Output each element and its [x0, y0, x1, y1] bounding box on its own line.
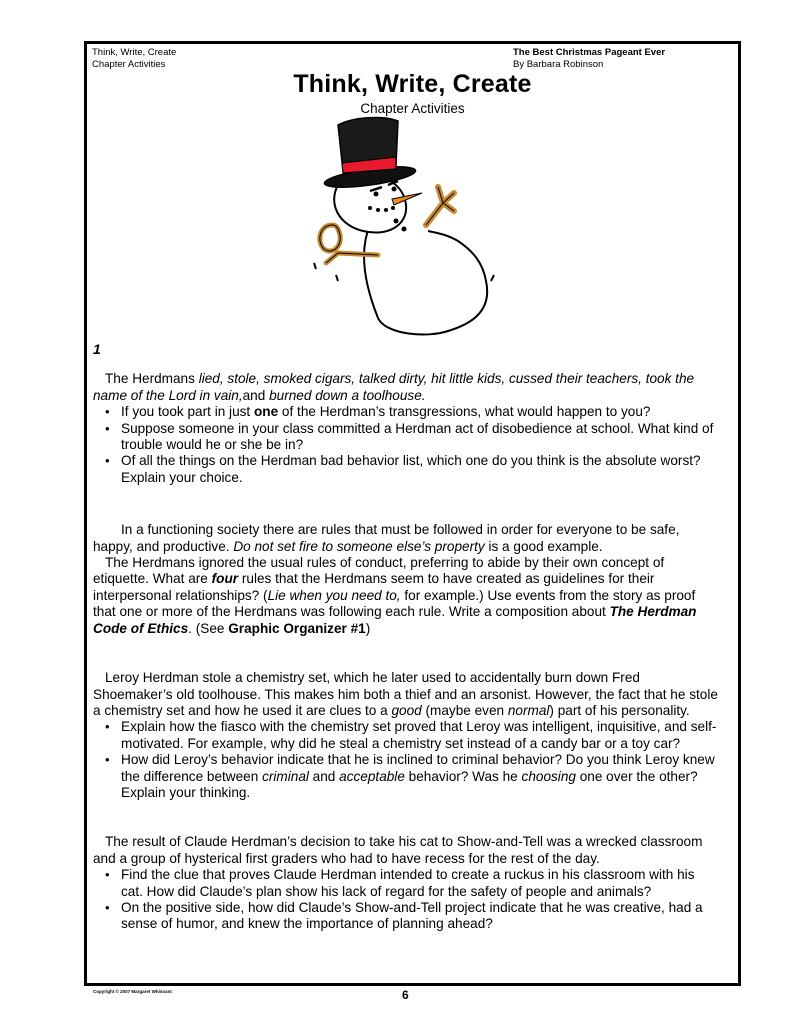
claude-cat-paragraph: The result of Claude Herdman’s decision to take his cat to Show-and-Tell was a wrecked classroom and a group of hysterical first graders who had to have recess for the rest of the day. — [93, 834, 703, 866]
activity-content — [93, 341, 718, 933]
text-run: and — [242, 387, 270, 403]
section-number: 1 — [93, 341, 101, 357]
text-run: If you took part in just — [121, 404, 254, 420]
code-of-ethics-paragraph — [93, 555, 718, 637]
header-activity-subtitle: Chapter Activities — [92, 59, 166, 70]
page-subtitle: Chapter Activities — [360, 101, 465, 116]
society-rules-paragraph — [93, 522, 718, 555]
list-item: • Suppose someone in your class committed a Herdman act of disobedience at school. What kind of trouble would he or she be in? — [103, 421, 718, 454]
text-run: behavior? Was he — [404, 768, 522, 784]
text-run: ) — [365, 620, 371, 636]
text-run: The Herdmans — [105, 371, 199, 387]
text-run: lied, stole, smoked cigars, talked dirty, hit little kids, cussed their teachers, took the name of the Lord in vain, — [93, 371, 695, 403]
text-run: Leroy Herdman stole a chemistry set, which he later used to accidentally burn down Fred Shoemaker’s old toolhouse. This makes him both a thief and an arsonist. However, the fact that he stole a chemistry set and how he used it are clues to a — [93, 670, 718, 718]
text-run: is a good example. — [484, 538, 603, 554]
text-run: acceptable — [339, 768, 405, 784]
header-book-title: The Best Christmas Pageant Ever — [513, 47, 666, 58]
header-left — [92, 47, 176, 71]
question-list — [103, 867, 718, 933]
text-run: How did Leroy’s behavior indicate that he is inclined to criminal behavior? Do you think Leroy knew the difference between — [121, 752, 715, 784]
text-run: burned down a toolhouse. — [269, 387, 426, 403]
text-run: choosing — [521, 768, 576, 784]
text-run: good — [391, 702, 422, 718]
text-run: four — [211, 571, 239, 587]
angry-snowman-illustration — [308, 113, 508, 343]
page-title: Think, Write, Create — [293, 70, 532, 98]
list-item: • On the positive side, how did Claude’s Show-and-Tell project indicate that he was creative, had a sense of humor, and knew the importance of planning ahead? — [103, 900, 718, 933]
text-run: rules that the Herdmans seem to have created as guidelines for their interpersonal relationships? ( — [93, 571, 655, 603]
list-item: • Explain how the fiasco with the chemistry set proved that Leroy was intelligent, inquisitive, and self-motivated. For example, why did he steal a chemistry set instead of a candy bar or a toy car? — [103, 719, 718, 752]
text-run: criminal — [262, 768, 309, 784]
herdman-intro-paragraph — [93, 371, 718, 404]
text-run: one — [253, 404, 279, 420]
header-activity-title: Think, Write, Create — [92, 47, 177, 58]
question-list — [103, 719, 718, 801]
text-run: The Herdmans ignored the usual rules of conduct, preferring to abide by their own concept of etiquette. What are — [93, 555, 665, 587]
header-author: By Barbara Robinson — [513, 59, 604, 70]
text-run: . (See — [188, 620, 229, 636]
text-run: Do not set fire to someone else’s property — [233, 538, 485, 554]
copyright-notice: Copyright © 2007 Margaret Whisnant — [93, 989, 172, 994]
text-run: one over the other? Explain your thinking. — [121, 768, 698, 800]
question-list — [103, 404, 718, 486]
text-run: The Herdman Code of Ethics — [93, 604, 697, 636]
header-right — [513, 47, 665, 71]
leroy-chemistry-paragraph — [93, 670, 718, 719]
text-run: Lie when you need to, — [267, 587, 401, 603]
text-run: of the Herdman’s transgressions, what would happen to you? — [278, 404, 651, 420]
text-run: Graphic Organizer #1 — [228, 620, 366, 636]
text-run: normal — [507, 702, 550, 718]
text-run: ) part of his personality. — [549, 702, 690, 718]
page-number: 6 — [402, 988, 409, 1002]
text-run: and — [308, 768, 340, 784]
list-item — [103, 752, 718, 801]
text-run: (maybe even — [421, 702, 508, 718]
text-run: for example.) Use events from the story as proof that one or more of the Herdmans was following each rule. Write a composition about — [93, 587, 696, 620]
text-run: In a functioning society there are rules that must be followed in order for everyone to be safe, happy, and productive. — [93, 522, 680, 554]
list-item: • Find the clue that proves Claude Herdman intended to create a ruckus in his classroom with his cat. How did Claude’s plan show his lack of regard for the safety of people and animals? — [103, 867, 718, 900]
list-item — [103, 404, 718, 420]
list-item: • Of all the things on the Herdman bad behavior list, which one do you think is the absolute worst? Explain your choice. — [103, 453, 718, 486]
